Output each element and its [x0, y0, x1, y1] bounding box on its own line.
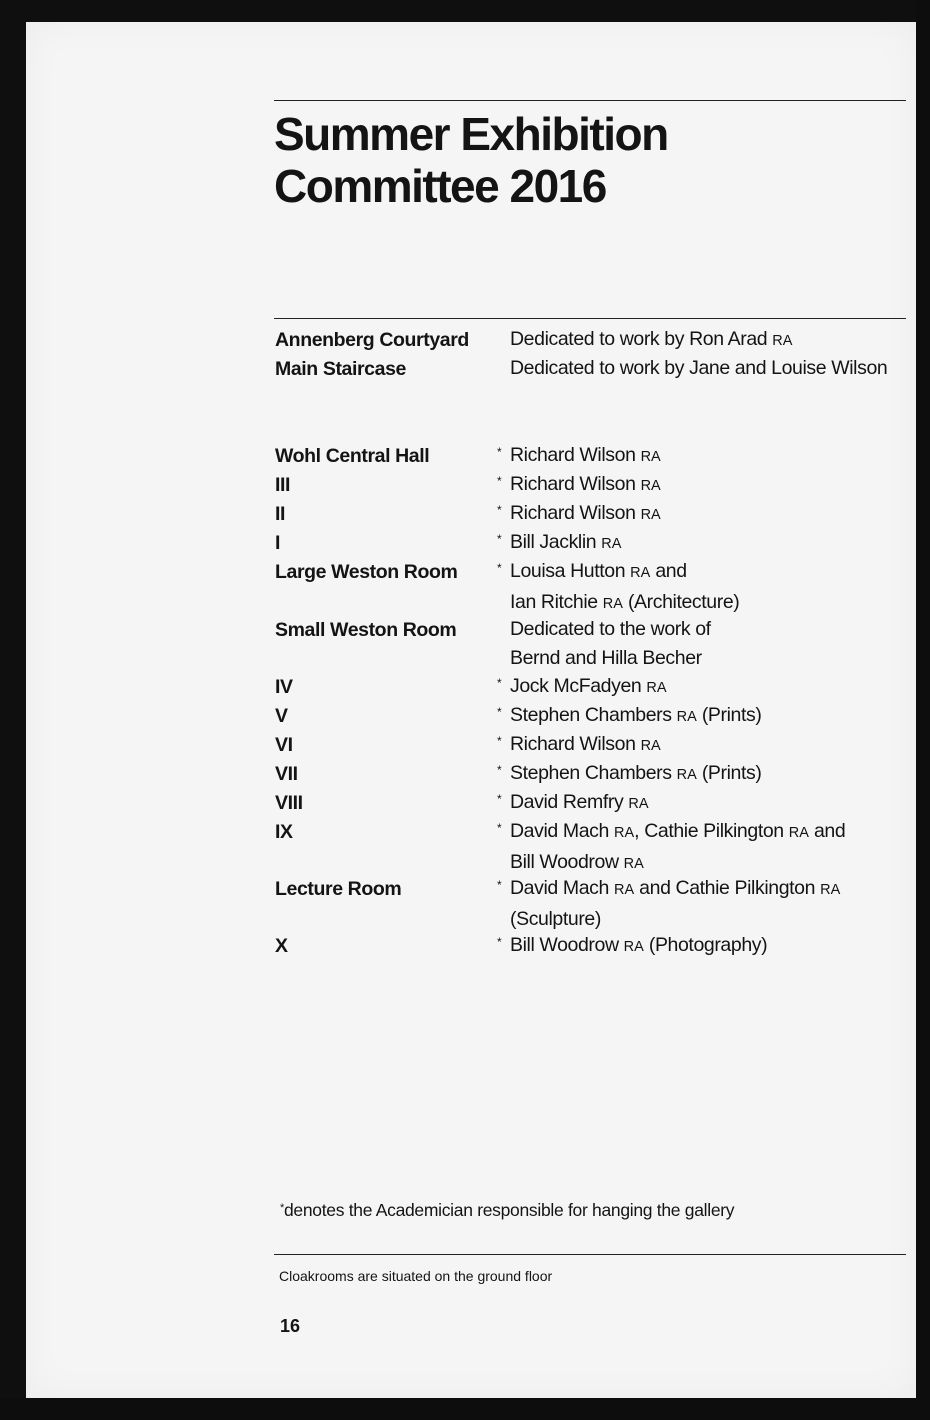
room-assignment: [497, 701, 762, 732]
room-name: IV: [275, 676, 293, 698]
assignment-line: [510, 441, 661, 472]
ra-suffix: RA: [676, 709, 697, 725]
assignment-line: [510, 325, 792, 356]
ra-suffix: RA: [640, 478, 661, 494]
academician-asterisk: *: [497, 445, 502, 459]
assignment-text: and: [808, 820, 846, 842]
assignment-text: Richard Wilson: [510, 502, 636, 524]
room-name: Large Weston Room: [275, 561, 458, 583]
document-page: [26, 22, 916, 1398]
assignment-text: and Cathie Pilkington: [634, 877, 816, 899]
room-name: III: [275, 474, 291, 496]
room-assignment: [497, 528, 622, 559]
footnote: [280, 1200, 734, 1221]
assignment-text: , Cathie Pilkington: [634, 820, 784, 842]
room-assignment: [510, 615, 711, 673]
ra-suffix: RA: [640, 507, 661, 523]
assignment-text: Jock McFadyen: [510, 675, 642, 697]
assignment-line: [510, 730, 661, 761]
academician-asterisk: *: [497, 792, 502, 806]
assignment-line: [510, 931, 767, 962]
room-name: IX: [275, 821, 293, 843]
assignment-line: [510, 874, 840, 905]
ra-suffix: RA: [640, 738, 661, 754]
room-assignment: [497, 470, 661, 501]
room-name: Annenberg Courtyard: [275, 329, 469, 351]
assignment-line: [510, 557, 739, 588]
room-assignment: [497, 730, 661, 761]
assignment-text: (Prints): [696, 704, 762, 726]
academician-asterisk: *: [497, 705, 502, 719]
cloakrooms-note: Cloakrooms are situated on the ground floor: [279, 1268, 553, 1284]
academician-asterisk: *: [497, 474, 502, 488]
scan-border-right: [916, 0, 930, 1420]
room-assignment: [497, 817, 846, 879]
room-assignment: [497, 441, 661, 472]
top-rule: [274, 100, 906, 101]
academician-asterisk: *: [497, 561, 502, 575]
academician-asterisk: *: [497, 676, 502, 690]
room-assignment: [497, 874, 841, 934]
room-assignment: [510, 354, 887, 383]
room-assignment: [497, 499, 661, 530]
assignment-text: Richard Wilson: [510, 473, 636, 495]
assignment-line: [510, 788, 649, 819]
assignment-text: Louisa Hutton: [510, 560, 626, 582]
title-rule: [274, 318, 906, 319]
assignment-text: Richard Wilson: [510, 733, 636, 755]
ra-suffix: RA: [630, 565, 651, 581]
scan-border-bottom: [0, 1398, 930, 1420]
assignment-text: (Photography): [643, 934, 768, 956]
room-name: VI: [275, 734, 293, 756]
ra-suffix: RA: [676, 767, 697, 783]
academician-asterisk: *: [497, 734, 502, 748]
assignment-text: Dedicated to work by Jane and Louise Wilson: [510, 357, 888, 379]
room-name: Lecture Room: [275, 878, 402, 900]
room-name: II: [275, 503, 286, 525]
room-assignment: [497, 557, 740, 619]
assignment-text: Bill Woodrow: [510, 851, 619, 873]
assignment-text: Stephen Chambers: [510, 762, 672, 784]
assignment-text: Dedicated to work by Ron Arad: [510, 328, 768, 350]
ra-suffix: RA: [788, 825, 809, 841]
assignment-line: [510, 905, 840, 934]
room-assignment: [497, 672, 667, 703]
room-name: VIII: [275, 792, 303, 814]
ra-suffix: RA: [623, 856, 644, 872]
assignment-text: Ian Ritchie: [510, 591, 598, 613]
assignment-line: [510, 644, 711, 673]
assignment-text: David Remfry: [510, 791, 624, 813]
assignment-line: [510, 701, 761, 732]
room-name: Small Weston Room: [275, 619, 457, 641]
assignment-text: Stephen Chambers: [510, 704, 672, 726]
room-assignment: [510, 325, 792, 356]
assignment-text: Bill Jacklin: [510, 531, 597, 553]
room-assignment: [497, 788, 649, 819]
assignment-line: [510, 470, 661, 501]
ra-suffix: RA: [601, 536, 622, 552]
ra-suffix: RA: [614, 882, 635, 898]
academician-asterisk: *: [497, 878, 502, 892]
assignment-text: (Sculpture): [510, 908, 601, 930]
scan-border-left: [0, 0, 26, 1420]
room-name: VII: [275, 763, 298, 785]
assignment-text: Bill Woodrow: [510, 934, 619, 956]
assignment-text: and: [650, 560, 687, 582]
ra-suffix: RA: [772, 333, 793, 349]
assignment-line: [510, 499, 661, 530]
assignment-line: [510, 817, 845, 848]
page-title: [274, 108, 668, 212]
room-assignment: [497, 759, 762, 790]
scan-border-top: [0, 0, 930, 22]
assignment-line: [510, 672, 667, 703]
title-line-2: Committee 2016: [274, 160, 606, 212]
room-assignment: [497, 931, 768, 962]
assignment-line: [510, 759, 761, 790]
assignment-line: [510, 528, 621, 559]
assignment-text: (Architecture): [622, 591, 740, 613]
ra-suffix: RA: [646, 680, 667, 696]
page-number: 16: [280, 1316, 301, 1336]
academician-asterisk: *: [497, 503, 502, 517]
ra-suffix: RA: [640, 449, 661, 465]
assignment-text: Richard Wilson: [510, 444, 636, 466]
room-name: I: [275, 532, 281, 554]
footnote-asterisk: *: [280, 1202, 284, 1214]
assignment-text: David Mach: [510, 820, 609, 842]
academician-asterisk: *: [497, 532, 502, 546]
room-name: X: [275, 935, 288, 957]
assignment-line: [510, 354, 887, 383]
academician-asterisk: *: [497, 935, 502, 949]
assignment-line: [510, 615, 711, 644]
room-name: Wohl Central Hall: [275, 445, 430, 467]
title-line-1: Summer Exhibition: [274, 108, 668, 160]
room-name: V: [275, 705, 288, 727]
assignment-text: Dedicated to the work of: [510, 618, 711, 640]
assignment-text: David Mach: [510, 877, 609, 899]
academician-asterisk: *: [497, 821, 502, 835]
ra-suffix: RA: [602, 596, 623, 612]
assignment-text: Bernd and Hilla Becher: [510, 647, 702, 669]
footer-rule: [274, 1254, 906, 1255]
academician-asterisk: *: [497, 763, 502, 777]
footnote-text: denotes the Academician responsible for hanging the gallery: [283, 1200, 735, 1220]
assignment-text: (Prints): [696, 762, 762, 784]
ra-suffix: RA: [623, 939, 644, 955]
room-name: Main Staircase: [275, 358, 406, 380]
ra-suffix: RA: [628, 796, 649, 812]
ra-suffix: RA: [614, 825, 635, 841]
ra-suffix: RA: [820, 882, 841, 898]
